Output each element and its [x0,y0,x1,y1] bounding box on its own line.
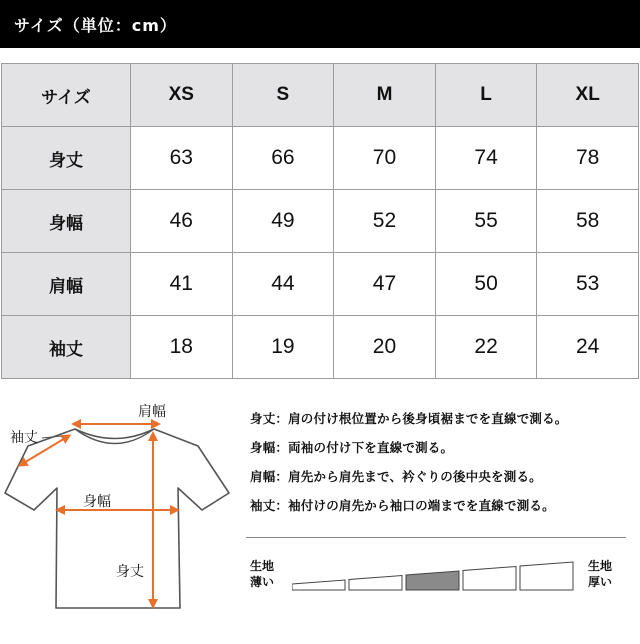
thick-label-line1: 生地 [588,559,613,573]
thin-label-line2: 薄い [250,575,275,589]
table-cell: 46 [131,190,233,253]
table-cell: 70 [334,127,436,190]
table-row [2,127,639,190]
table-header-row [2,64,639,127]
shoulder-description: 肩幅：肩先から肩先まで、衿ぐりの後中央を測る。 [250,469,542,484]
column-header: L [435,64,537,127]
table-row [2,190,639,253]
width-description: 身幅：両袖の付け下を直線で測る。 [250,440,454,455]
width-label: 身幅 [83,494,111,510]
tshirt-outline [5,429,229,608]
corner-label: サイズ [2,64,131,127]
table-cell: 47 [334,253,436,316]
table-cell: 53 [537,253,639,316]
thickness-level-box [406,571,459,590]
thin-label-line1: 生地 [250,559,275,573]
shoulder-label: 肩幅 [138,404,166,420]
table-cell: 41 [131,253,233,316]
size-table [1,63,639,379]
sleeve-label: 袖丈 [10,430,38,446]
table-row [2,316,639,379]
fabric-thickness-scale [246,552,636,612]
page-title: サイズ（単位：cm） [14,16,177,35]
thickness-level-box [292,580,345,590]
table-cell: 63 [131,127,233,190]
table-cell: 50 [435,253,537,316]
thickness-bars [292,560,592,600]
table-cell: 52 [334,190,436,253]
divider [246,537,626,538]
column-header: M [334,64,436,127]
measurement-diagram [0,392,240,640]
column-header: XS [131,64,233,127]
thickness-level-box [520,562,573,590]
column-header: XL [537,64,639,127]
row-label: 身幅 [2,190,131,253]
page-header [0,0,640,48]
column-header: S [232,64,334,127]
row-label: 袖丈 [2,316,131,379]
table-cell: 49 [232,190,334,253]
table-cell: 44 [232,253,334,316]
table-cell: 22 [435,316,537,379]
table-row [2,253,639,316]
length-description: 身丈：肩の付け根位置から後身頃裾までを直線で測る。 [250,411,568,426]
tshirt-illustration [0,392,240,640]
table-cell: 58 [537,190,639,253]
table-cell: 24 [537,316,639,379]
thin-label [250,558,274,590]
sleeve-description: 袖丈：袖付けの肩先から袖口の端までを直線で測る。 [250,498,555,513]
table-cell: 55 [435,190,537,253]
table-cell: 19 [232,316,334,379]
table-cell: 66 [232,127,334,190]
table-cell: 20 [334,316,436,379]
thickness-level-box [349,576,402,591]
table-cell: 18 [131,316,233,379]
table-cell: 78 [537,127,639,190]
table-cell: 74 [435,127,537,190]
row-label: 身丈 [2,127,131,190]
thickness-level-box [463,567,516,591]
length-label: 身丈 [116,564,144,580]
thick-label-line2: 厚い [588,575,613,589]
row-label: 肩幅 [2,253,131,316]
thick-label [588,558,612,590]
